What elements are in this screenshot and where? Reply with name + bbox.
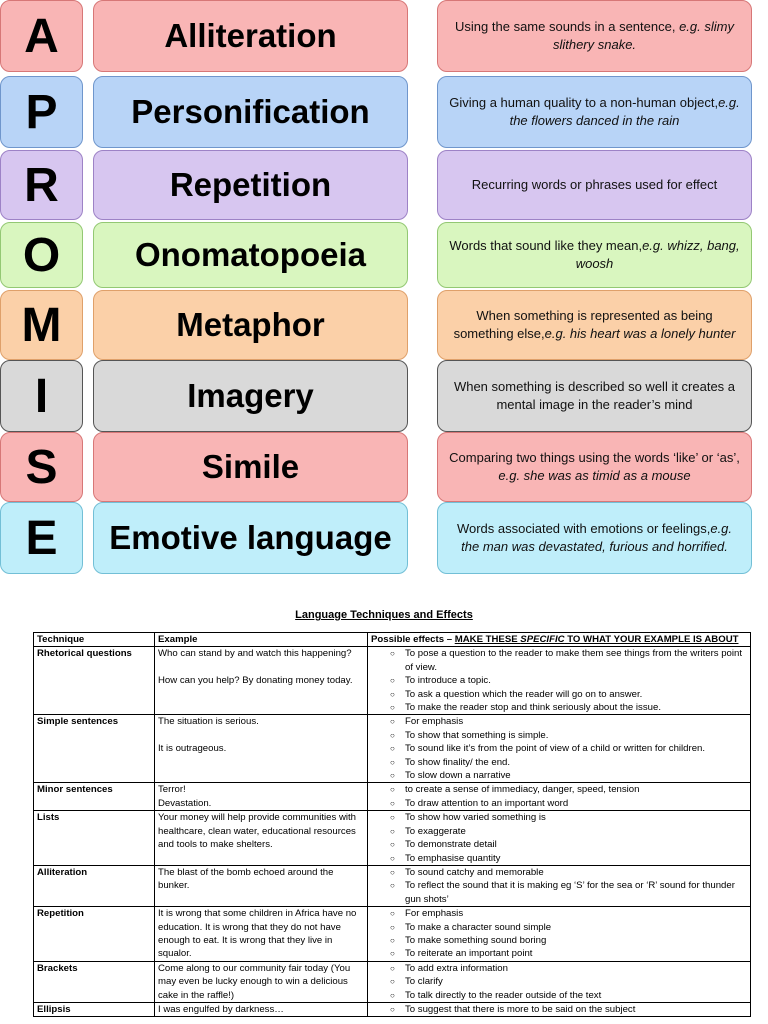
description: Words associated with emotions or feelings, (456, 521, 711, 536)
example-line: It is outrageous. (158, 743, 227, 755)
term-box (93, 222, 408, 288)
example-cell (155, 961, 368, 1002)
effect-item: ○ For emphasis (371, 907, 747, 920)
technique-cell: Ellipsis (34, 1002, 155, 1016)
effect-item: ○ To slow down a narrative (371, 769, 747, 782)
description: Giving a human quality to a non-human object, (449, 95, 719, 110)
effect-item: ○ To make a character sound simple (371, 921, 747, 934)
example-cell (155, 647, 368, 715)
example-line: I was engulfed by darkness… (158, 1003, 284, 1015)
example-line: Terror! (158, 784, 186, 796)
example-line: Your money will help provide communities with healthcare, clean water, educational resources and tools to make shelters. (158, 812, 357, 851)
example-line: Devastation. (158, 797, 212, 809)
term: Imagery (187, 377, 314, 414)
effect-item: ○ To exaggerate (371, 825, 747, 838)
technique-cell: Alliteration (34, 865, 155, 906)
example-line (158, 661, 364, 674)
description-example: e.g. whizz, bang, woosh (575, 238, 740, 271)
effect-item: ○ To emphasise quantity (371, 852, 747, 865)
effect-item: ○ To pose a question to the reader to make them see things from the writers point of view. (371, 647, 747, 674)
description-example: e.g. the man was devastated, furious and horrified. (461, 521, 733, 554)
description-box (437, 290, 752, 360)
technique-cell: Minor sentences (34, 783, 155, 811)
effect-item: ○ To demonstrate detail (371, 838, 747, 851)
letter-box (0, 502, 83, 574)
description-box (437, 360, 752, 432)
term: Onomatopoeia (134, 236, 367, 273)
effect-item: ○ To show how varied something is (371, 811, 747, 824)
effects-cell (368, 1002, 751, 1016)
letter: A (24, 9, 59, 63)
technique-cell: Repetition (34, 907, 155, 962)
letter: E (25, 511, 58, 565)
table-row (34, 715, 751, 783)
example-cell (155, 811, 368, 866)
description: Words that sound like they mean, (449, 238, 643, 253)
table-row (34, 811, 751, 866)
term-box (93, 290, 408, 360)
description: Using the same sounds in a sentence, (455, 19, 680, 34)
effect-item: ○ To introduce a topic. (371, 674, 747, 687)
description-box (437, 76, 752, 148)
effect-item: ○ To reiterate an important point (371, 947, 747, 960)
effect-item: ○ To sound like it’s from the point of view of a child or written for children. (371, 742, 747, 755)
table-row (34, 961, 751, 1002)
table-header-row (34, 633, 751, 647)
example-cell (155, 1002, 368, 1016)
techniques-table (33, 632, 751, 1017)
term: Metaphor (176, 306, 325, 343)
table-row (34, 865, 751, 906)
term: Emotive language (109, 519, 392, 556)
letter: R (24, 158, 59, 212)
letter-box (0, 290, 83, 360)
example-line: The situation is serious. (158, 716, 259, 728)
effect-item: ○ To show that something is simple. (371, 729, 747, 742)
description: When something is described so well it creates a mental image in the reader’s mind (453, 379, 736, 412)
example-line (158, 729, 364, 742)
term: Repetition (169, 166, 332, 203)
effect-item: ○ To draw attention to an important word (371, 797, 747, 810)
effect-item: ○ To clarify (371, 975, 747, 988)
letter-box (0, 0, 83, 72)
effect-item: ○ to create a sense of immediacy, danger, speed, tension (371, 783, 747, 796)
example-cell (155, 865, 368, 906)
header-example: Example (155, 633, 368, 647)
effects-cell (368, 907, 751, 962)
description: Recurring words or phrases used for effect (471, 177, 718, 192)
example-line: How can you help? By donating money today. (158, 675, 353, 687)
description-box (437, 0, 752, 72)
letter-box (0, 76, 83, 148)
term: Simile (201, 448, 300, 485)
table-title: Language Techniques and Effects (295, 609, 473, 621)
effect-item: ○ To ask a question which the reader will go on to answer. (371, 688, 747, 701)
table-row (34, 1002, 751, 1016)
effects-cell (368, 647, 751, 715)
letter-box (0, 222, 83, 288)
header-effects: Possible effects – MAKE THESE SPECIFIC TO WHAT YOUR EXAMPLE IS ABOUT (368, 633, 751, 647)
term-box (93, 432, 408, 502)
letter: M (21, 298, 62, 352)
letter-box (0, 432, 83, 502)
effect-item: ○ To sound catchy and memorable (371, 866, 747, 879)
effect-item: ○ For emphasis (371, 715, 747, 728)
effect-item: ○ To show finality/ the end. (371, 756, 747, 769)
description: When something is represented as being something else, (453, 308, 713, 341)
effect-item: ○ To talk directly to the reader outside of the text (371, 989, 747, 1002)
technique-cell: Brackets (34, 961, 155, 1002)
technique-cell: Lists (34, 811, 155, 866)
letter-box (0, 150, 83, 220)
letter-box (0, 360, 83, 432)
effects-cell (368, 715, 751, 783)
example-line: Who can stand by and watch this happening? (158, 648, 352, 660)
description: Comparing two things using the words ‘like’ or ‘as’, (449, 450, 740, 465)
term-box (93, 0, 408, 72)
description-example: e.g. she was as timid as a mouse (498, 468, 691, 483)
effects-cell (368, 961, 751, 1002)
effect-item: ○ To add extra information (371, 962, 747, 975)
effect-item: ○ To make the reader stop and think seriously about the issue. (371, 701, 747, 714)
effects-cell (368, 811, 751, 866)
description-box (437, 502, 752, 574)
description-box (437, 222, 752, 288)
effect-item: ○ To suggest that there is more to be said on the subject (371, 1003, 747, 1016)
effects-cell (368, 783, 751, 811)
example-cell (155, 907, 368, 962)
letter: P (25, 85, 58, 139)
table-row (34, 783, 751, 811)
effect-item: ○ To reflect the sound that it is making eg ‘S’ for the sea or ‘R’ sound for thunder gun shots’ (371, 879, 747, 906)
example-cell (155, 715, 368, 783)
example-line: The blast of the bomb echoed around the bunker. (158, 866, 334, 892)
effect-item: ○ To make something sound boring (371, 934, 747, 947)
example-cell (155, 783, 368, 811)
technique-cell: Rhetorical questions (34, 647, 155, 715)
term-box (93, 360, 408, 432)
description-example: e.g. slimy slithery snake. (552, 19, 734, 52)
letter: I (34, 369, 49, 423)
header-technique: Technique (34, 633, 155, 647)
description-example: e.g. his heart was a lonely hunter (544, 326, 736, 341)
table-row (34, 907, 751, 962)
example-line: Come along to our community fair today (You may even be lucky enough to win a delicious cake in the raffle!) (158, 962, 351, 1001)
term-box (93, 502, 408, 574)
technique-cell: Simple sentences (34, 715, 155, 783)
letter: O (22, 228, 61, 282)
description-box (437, 432, 752, 502)
letter: S (25, 440, 58, 494)
term-box (93, 76, 408, 148)
description-box (437, 150, 752, 220)
term: Alliteration (164, 17, 337, 54)
example-line: It is wrong that some children in Africa have no education. It is wrong that they do not have enough to eat. It is wrong that they live in squalor. (158, 908, 357, 960)
term: Personification (131, 93, 370, 130)
table-row (34, 647, 751, 715)
description-example: e.g. the flowers danced in the rain (509, 95, 740, 128)
term-box (93, 150, 408, 220)
effects-cell (368, 865, 751, 906)
